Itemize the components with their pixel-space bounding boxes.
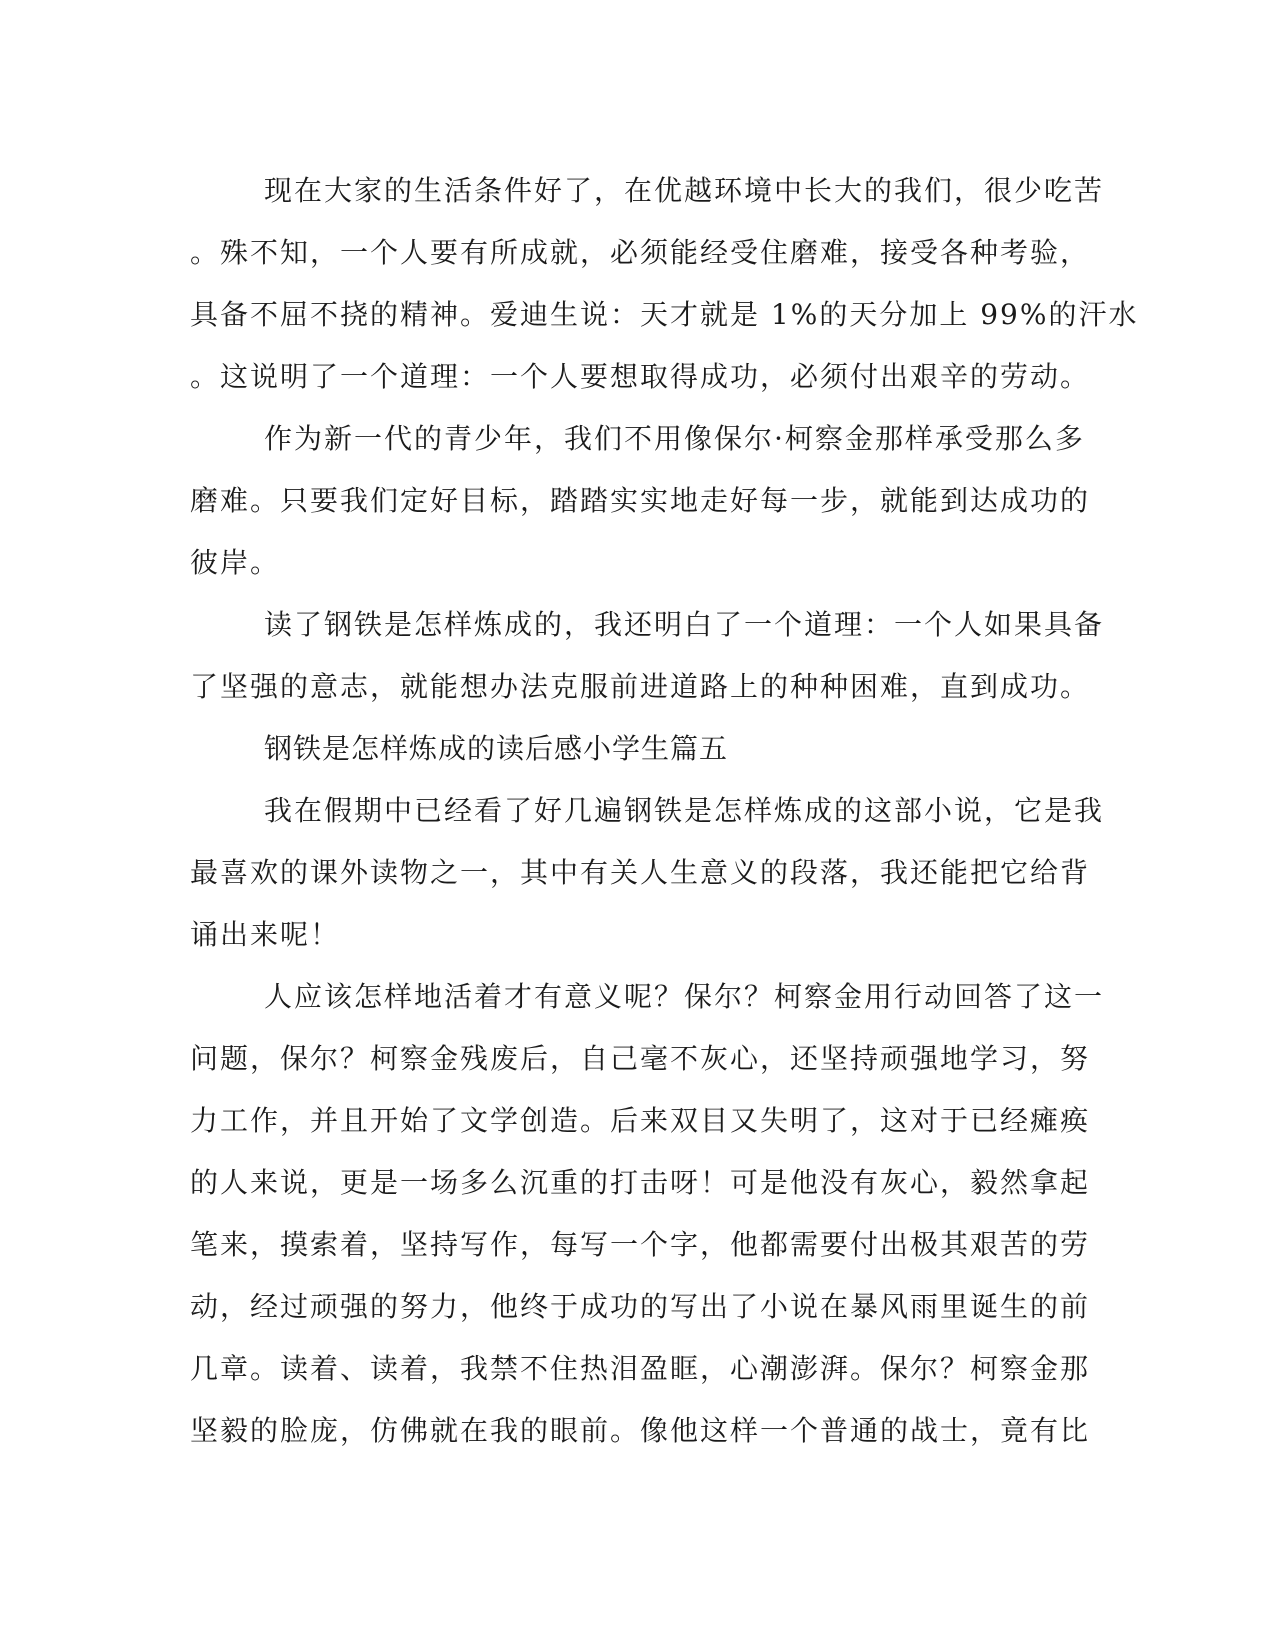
paragraph-line: 几章。读着、读着，我禁不住热泪盈眶，心潮澎湃。保尔？柯察金那 [190,1352,1091,1385]
paragraph-line: 作为新一代的青少年，我们不用像保尔·柯察金那样承受那么多 [264,422,1085,455]
paragraph-line: 。这说明了一个道理：一个人要想取得成功，必须付出艰辛的劳动。 [190,360,1091,393]
paragraph-line: 。殊不知，一个人要有所成就，必须能经受住磨难，接受各种考验， [190,236,1091,269]
paragraph-line: 具备不屈不挠的精神。爱迪生说：天才就是 1%的天分加上 99%的汗水 [190,298,1139,331]
paragraph-line: 诵出来呢！ [190,918,341,951]
paragraph-line: 彼岸。 [190,546,281,579]
paragraph-line: 动，经过顽强的努力，他终于成功的写出了小说在暴风雨里诞生的前 [190,1290,1091,1323]
section-heading: 钢铁是怎样炼成的读后感小学生篇五 [264,732,729,765]
paragraph-line: 的人来说，更是一场多么沉重的打击呀！可是他没有灰心，毅然拿起 [190,1166,1091,1199]
paragraph-line: 磨难。只要我们定好目标，踏踏实实地走好每一步，就能到达成功的 [190,484,1091,517]
paragraph-line: 现在大家的生活条件好了，在优越环境中长大的我们，很少吃苦 [264,174,1105,207]
paragraph-line: 最喜欢的课外读物之一，其中有关人生意义的段落，我还能把它给背 [190,856,1091,889]
paragraph-line: 我在假期中已经看了好几遍钢铁是怎样炼成的这部小说，它是我 [264,794,1105,827]
paragraph-line: 人应该怎样地活着才有意义呢？保尔？柯察金用行动回答了这一 [264,980,1105,1013]
document-body [190,160,1139,1462]
paragraph-line: 力工作，并且开始了文学创造。后来双目又失明了，这对于已经瘫痪 [190,1104,1091,1137]
paragraph-line: 坚毅的脸庞，仿佛就在我的眼前。像他这样一个普通的战士，竟有比 [190,1414,1091,1447]
paragraph-line: 读了钢铁是怎样炼成的，我还明白了一个道理：一个人如果具备 [264,608,1105,641]
paragraph-line: 了坚强的意志，就能想办法克服前进道路上的种种困难，直到成功。 [190,670,1091,703]
paragraph-line: 笔来，摸索着，坚持写作，每写一个字，他都需要付出极其艰苦的劳 [190,1228,1091,1261]
paragraph-line: 问题，保尔？柯察金残废后，自己毫不灰心，还坚持顽强地学习，努 [190,1042,1091,1075]
